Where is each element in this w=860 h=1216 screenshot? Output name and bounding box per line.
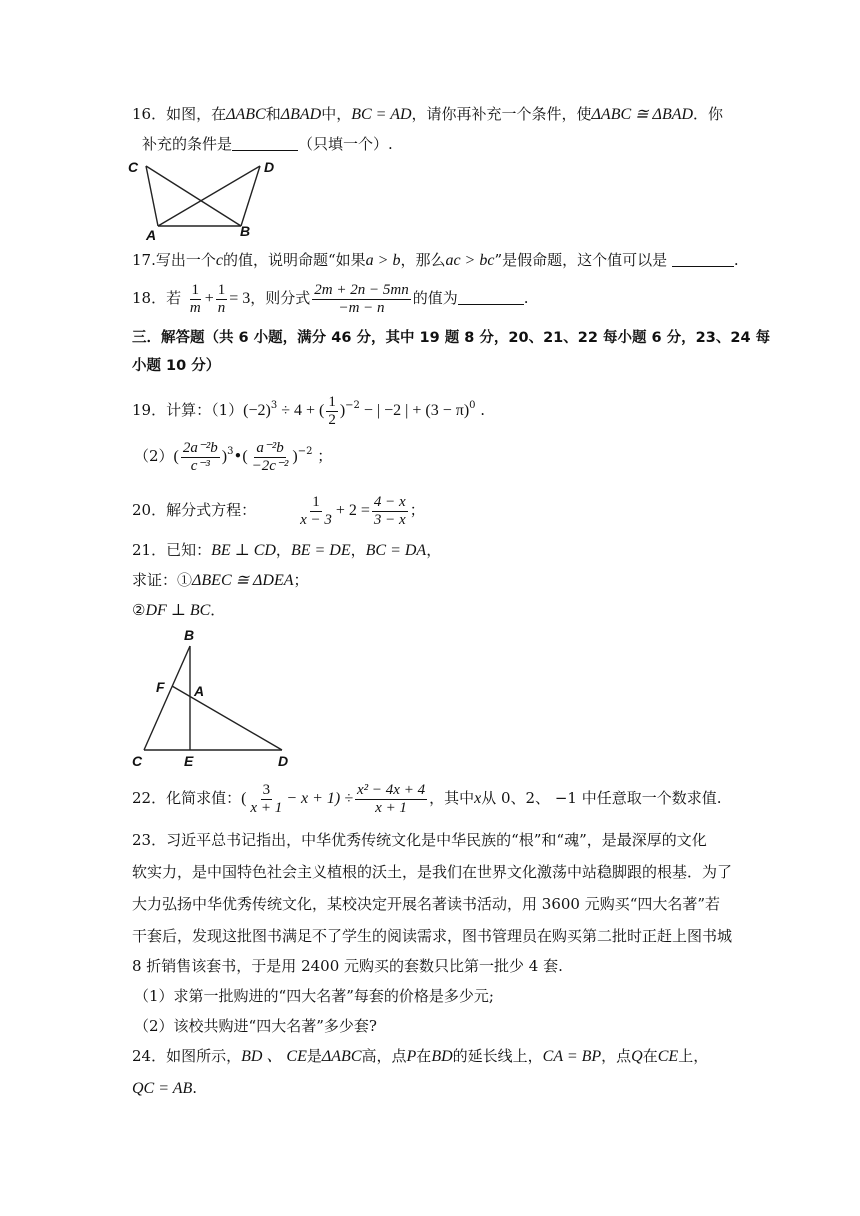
label-c: C (132, 753, 143, 769)
answer-blank (672, 252, 734, 267)
section-3-title-line1: 三．解答题（共 6 小题，满分 46 分，其中 19 题 8 分，20、21、22 每小题 6 分，23、24 每 (132, 330, 771, 346)
q20: 20．解分式方程： $\frac{1}{x - 3}$ + 2 = $\frac{4 - x}{3 - x}$ ； (132, 493, 425, 528)
label-c: C (128, 159, 139, 175)
q24-line1: 24．如图所示，BD 、 CE是ΔABC高，点P在BD的延长线上，CA = BP，点Q在CE上， (132, 1047, 709, 1065)
q19-part1: 19．计算：$(1)(-2)^3 \div 4$ + ( $\frac{1}{2}$ )$^{-2}$ − | −2 | + $(3 - \pi)^0$ . (132, 393, 486, 428)
q23-sub1: （1）求第一批购进的“四大名著”每套的价格是多少元; (134, 987, 494, 1005)
section-3-title-line2: 小题 10 分） (132, 358, 221, 374)
answer-blank (458, 290, 524, 305)
q23-line5: 8 折销售该套书，于是用 2400 元购买的套数只比第一批少 4 套. (132, 957, 563, 975)
label-b: B (240, 223, 251, 239)
q21-figure (126, 622, 296, 772)
label-b: B (184, 627, 195, 643)
q23-line4: 干套后，发现这批图书满足不了学生的阅读需求，图书管理员在购买第二批时正赶上图书城 (132, 927, 733, 945)
answer-blank (232, 136, 298, 151)
label-a: A (146, 227, 157, 242)
q18: 18．若 $\frac{1}{m}$ + $\frac{1}{n}$ = 3，则分式 $\frac{2m + 2n - 5mn}{-m - n}$ 的值为 . (132, 281, 529, 316)
q16-line1: 16．如图，在ΔABC和ΔBAD中，BC = AD，请你再补充一个条件，使ΔABC ≅ ΔBAD．你 (132, 105, 724, 123)
q22: 22．化简求值：( $\frac{3}{x + 1}$ − x + 1) ÷ $\frac{\text{x² − 4x + 4}}{x + 1}$ ，其中x从 0、2、 −1 中任意取一个数求值. (132, 781, 722, 816)
q23-line2: 软实力，是中国特色社会主义植根的沃土，是我们在世界文化激荡中站稳脚跟的根基．为了 (132, 863, 733, 881)
q16-figure (124, 156, 284, 242)
label-f: F (156, 679, 165, 695)
label-d: D (264, 159, 275, 175)
q24-line2: QC = AB. (132, 1079, 198, 1097)
q23-sub2: （2）该校共购进“四大名著”多少套? (134, 1017, 377, 1035)
label-e: E (184, 753, 194, 769)
label-d: D (278, 753, 289, 769)
q19-part2: （2）( $\frac{\text{2a⁻²b}}{\text{c⁻³}}$ )$^3$•( $\frac{\text{a⁻²b}}{\text{−2c⁻²}}$ )$^{-2}$ ； (134, 439, 333, 474)
label-a: A (194, 683, 205, 699)
q16-line2: 补充的条件是 （只填一个）. (142, 135, 393, 153)
q21-given: 21．已知：BE ⊥ CD，BE = DE，BC = DA， (132, 541, 442, 559)
q21-prove2: ②DF ⊥ BC． (132, 601, 226, 619)
q23-line3: 大力弘扬中华优秀传统文化，某校决定开展名著读书活动，用 3600 元购买“四大名著”若 (132, 895, 721, 913)
q21-prove1: 求证：①ΔBEC ≅ ΔDEA； (132, 571, 309, 589)
q17: 17.写出一个c的值，说明命题“如果a > b，那么ac > bc”是假命题，这个值可以是 . (132, 251, 739, 269)
q23-line1: 23．习近平总书记指出，中华优秀传统文化是中华民族的“根”和“魂”，是最深厚的文化 (132, 831, 707, 849)
